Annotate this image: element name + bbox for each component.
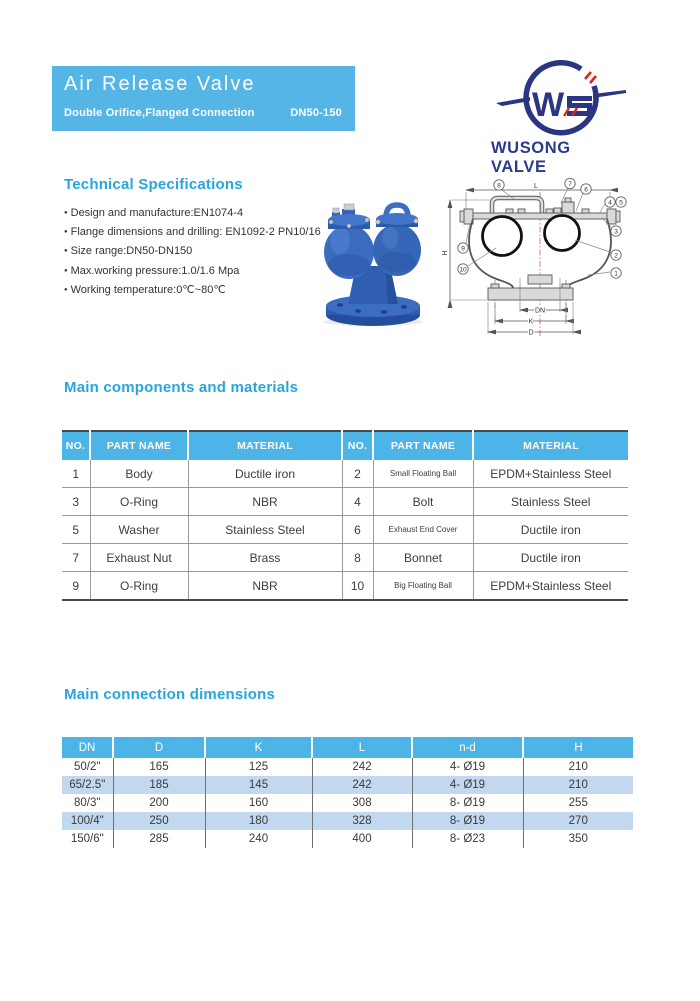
- svg-text:4: 4: [608, 199, 612, 207]
- cell: Ductile iron: [473, 544, 628, 572]
- cell: Exhaust Nut: [90, 544, 188, 572]
- svg-text:8: 8: [497, 182, 501, 190]
- cell: 255: [523, 794, 633, 812]
- cell: Brass: [188, 544, 342, 572]
- cell: Exhaust End Cover: [373, 516, 473, 544]
- svg-text:1: 1: [614, 270, 618, 278]
- callout-6: [581, 184, 591, 194]
- cell: 80/3": [74, 797, 101, 809]
- cell: Big Floating Ball: [373, 572, 473, 601]
- cell: NBR: [188, 572, 342, 601]
- company-name: WUSONG VALVE: [491, 139, 571, 176]
- cell: 1: [62, 460, 90, 488]
- spec-item: ● Max.working pressure:1.0/1.6 Mpa: [64, 262, 321, 281]
- svg-text:DN: DN: [534, 307, 546, 315]
- cell: O-Ring: [90, 488, 188, 516]
- table-row: [62, 544, 628, 572]
- table-row: [62, 460, 628, 488]
- cell: 8- Ø19: [412, 794, 523, 812]
- cell: 240: [205, 830, 312, 848]
- cell: 5: [62, 516, 90, 544]
- callout-8: [494, 180, 504, 190]
- column-header: MATERIAL: [473, 431, 628, 460]
- column-header: NO.: [62, 431, 90, 460]
- column-header: K: [205, 737, 312, 758]
- cell: 250: [113, 812, 205, 830]
- cell: 8: [342, 544, 373, 572]
- valve-drawing: [442, 178, 638, 340]
- cell: 8- Ø19: [412, 812, 523, 830]
- svg-text:L: L: [534, 183, 538, 190]
- cell: 350: [523, 830, 633, 848]
- table-row: [62, 794, 633, 812]
- cell: 145: [205, 776, 312, 794]
- cell: 125: [205, 758, 312, 776]
- cell: 308: [312, 794, 412, 812]
- product-subtitle: [64, 107, 342, 119]
- cell: O-Ring: [90, 572, 188, 601]
- svg-text:K: K: [528, 318, 534, 326]
- table-row: [62, 776, 633, 794]
- cell: Body: [90, 460, 188, 488]
- components-table: [62, 430, 628, 601]
- cell: Bonnet: [373, 544, 473, 572]
- cell: 8- Ø23: [412, 830, 523, 848]
- cell: 165: [113, 758, 205, 776]
- section-title-specs: Technical Specifications: [64, 176, 243, 193]
- cell: 400: [312, 830, 412, 848]
- components-header-row: [62, 431, 628, 460]
- size-range: DN50-150: [290, 107, 342, 119]
- dimensions-header-row: [62, 737, 633, 758]
- table-row: [62, 572, 628, 601]
- svg-text:H: H: [442, 250, 449, 256]
- spec-item: ● Size range:DN50-DN150: [64, 242, 321, 261]
- column-header: D: [113, 737, 205, 758]
- column-header: NO.: [342, 431, 373, 460]
- cell: 10: [342, 572, 373, 601]
- svg-text:3: 3: [614, 228, 618, 236]
- product-header: [52, 66, 355, 131]
- callout-4: [605, 197, 615, 207]
- cell: 200: [113, 794, 205, 812]
- cell: 210: [523, 776, 633, 794]
- cell: 9: [62, 572, 90, 601]
- column-header: L: [312, 737, 412, 758]
- svg-text:9: 9: [461, 245, 465, 253]
- callout-10: [458, 264, 468, 274]
- svg-text:6: 6: [584, 186, 588, 194]
- callout-2: [611, 250, 621, 260]
- callout-1: [611, 268, 621, 278]
- table-row: [62, 516, 628, 544]
- column-header: H: [523, 737, 633, 758]
- cell: 4: [342, 488, 373, 516]
- cell: Stainless Steel: [188, 516, 342, 544]
- cell: 328: [312, 812, 412, 830]
- cell: Bolt: [373, 488, 473, 516]
- cell: 100/4": [70, 815, 104, 827]
- section-title-components: Main components and materials: [64, 379, 299, 396]
- svg-text:W: W: [532, 86, 565, 124]
- cell: NBR: [188, 488, 342, 516]
- cell: Small Floating Ball: [373, 460, 473, 488]
- cell: 150/6": [70, 833, 104, 845]
- dimensions-table: [62, 737, 633, 848]
- spec-item: ● Working temperature:0℃~80℃: [64, 281, 321, 300]
- svg-text:D: D: [528, 329, 534, 337]
- callout-5: [616, 197, 626, 207]
- spec-item: ● Design and manufacture:EN1074-4: [64, 204, 321, 223]
- section-title-dimensions: Main connection dimensions: [64, 686, 276, 703]
- cell: Ductile iron: [188, 460, 342, 488]
- cell: EPDM+Stainless Steel: [473, 572, 628, 601]
- cell: 65/2.5": [69, 779, 106, 791]
- valve-photo: [308, 202, 438, 328]
- cell: 4- Ø19: [412, 776, 523, 794]
- svg-text:7: 7: [568, 181, 572, 188]
- spec-list: [64, 204, 321, 300]
- big-floating-ball: [483, 217, 522, 256]
- table-row: [62, 830, 633, 848]
- svg-text:5: 5: [619, 199, 623, 207]
- cell: 160: [205, 794, 312, 812]
- company-logo-icon: [490, 46, 630, 138]
- cell: 2: [342, 460, 373, 488]
- bonnet-handle: [492, 198, 542, 213]
- cell: 185: [113, 776, 205, 794]
- cell: Stainless Steel: [473, 488, 628, 516]
- small-floating-ball: [545, 216, 580, 251]
- column-header: PART NAME: [373, 431, 473, 460]
- cell: 7: [62, 544, 90, 572]
- cell: 6: [342, 516, 373, 544]
- table-row: [62, 488, 628, 516]
- cell: 270: [523, 812, 633, 830]
- page-title: Air Release Valve: [64, 73, 256, 95]
- cell: 242: [312, 776, 412, 794]
- cell: 210: [523, 758, 633, 776]
- cell: Washer: [90, 516, 188, 544]
- cell: 242: [312, 758, 412, 776]
- spec-item: ● Flange dimensions and drilling: EN1092-2 PN10/16: [64, 223, 321, 242]
- cell: EPDM+Stainless Steel: [473, 460, 628, 488]
- svg-text:10: 10: [459, 266, 467, 274]
- column-header: PART NAME: [90, 431, 188, 460]
- column-header: MATERIAL: [188, 431, 342, 460]
- cell: 180: [205, 812, 312, 830]
- table-row: [62, 812, 633, 830]
- callout-9: [458, 243, 468, 253]
- table-row: [62, 758, 633, 776]
- callout-7: [565, 178, 575, 188]
- cell: 4- Ø19: [412, 758, 523, 776]
- callout-3: [611, 226, 621, 236]
- column-header: n-d: [412, 737, 523, 758]
- cell: 3: [62, 488, 90, 516]
- cell: Ductile iron: [473, 516, 628, 544]
- subtitle-text: Double Orifice,Flanged Connection: [64, 107, 255, 119]
- cell: 50/2": [74, 761, 101, 773]
- cell: 285: [113, 830, 205, 848]
- logo-s-glyph: [567, 96, 592, 116]
- svg-text:2: 2: [614, 252, 618, 260]
- column-header: DN: [62, 737, 113, 758]
